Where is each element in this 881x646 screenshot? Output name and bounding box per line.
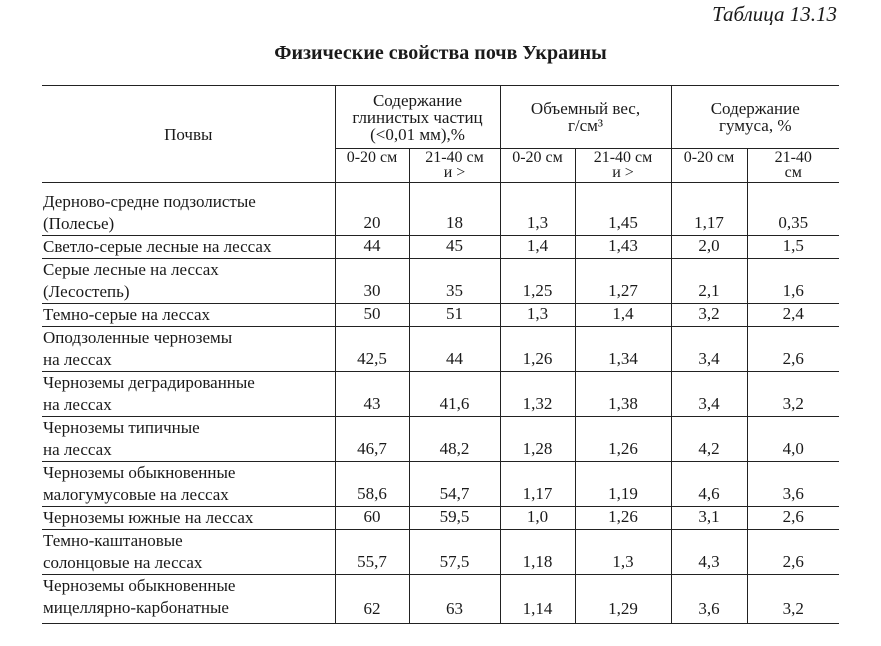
- soil-name: Серые лесные на лессах (Лесостепь): [43, 260, 219, 301]
- table-row: [42, 304, 839, 327]
- table-row: [42, 417, 839, 462]
- cell-clay-0-20: 42,5: [335, 327, 409, 372]
- cell-bulk-0-20: 1,3: [500, 304, 575, 327]
- header-humus-content: [671, 86, 839, 149]
- cell-bulk-21-40: 1,26: [575, 507, 671, 530]
- header-clay-content: [335, 86, 500, 149]
- cell-clay-21-40: 59,5: [409, 507, 500, 530]
- table-row: [42, 259, 839, 304]
- cell-bulk-0-20: 1,3: [500, 183, 575, 236]
- cell-humus-0-20: 2,1: [671, 259, 747, 304]
- cell-humus-21-40: 3,6: [747, 462, 839, 507]
- table-title: Физические свойства почв Украины: [274, 42, 607, 64]
- table-row: [42, 530, 839, 575]
- soil-name: Черноземы обыкновенные малогумусовые на лессах: [43, 463, 236, 504]
- table-row: [42, 462, 839, 507]
- cell-humus-0-20: 3,1: [671, 507, 747, 530]
- cell-humus-0-20: 4,6: [671, 462, 747, 507]
- cell-clay-21-40: 57,5: [409, 530, 500, 575]
- cell-humus-0-20: 1,17: [671, 183, 747, 236]
- header-bulk-depth-0-20: 0-20 см: [500, 149, 575, 183]
- cell-humus-21-40: 2,6: [747, 530, 839, 575]
- cell-humus-21-40: 2,6: [747, 327, 839, 372]
- cell-bulk-0-20: 1,26: [500, 327, 575, 372]
- cell-clay-0-20: 30: [335, 259, 409, 304]
- cell-humus-21-40: 0,35: [747, 183, 839, 236]
- cell-bulk-0-20: 1,18: [500, 530, 575, 575]
- cell-humus-0-20: 2,0: [671, 236, 747, 259]
- cell-humus-0-20: 3,4: [671, 372, 747, 417]
- header-bulk-depth-21-40: 21-40 см и >: [575, 149, 671, 183]
- cell-humus-21-40: 1,5: [747, 236, 839, 259]
- cell-clay-0-20: 62: [335, 575, 409, 624]
- header-humus-depth-21-40: 21-40 см: [747, 149, 839, 183]
- cell-clay-0-20: 55,7: [335, 530, 409, 575]
- table-number: Таблица 13.13: [712, 2, 837, 26]
- soil-name: Черноземы деградированные на лессах: [43, 373, 255, 414]
- soil-name: Черноземы типичные на лессах: [43, 418, 200, 459]
- cell-bulk-0-20: 1,28: [500, 417, 575, 462]
- cell-bulk-21-40: 1,3: [575, 530, 671, 575]
- header-clay-depth-21-40: 21-40 см и >: [409, 149, 500, 183]
- cell-clay-21-40: 51: [409, 304, 500, 327]
- cell-clay-0-20: 50: [335, 304, 409, 327]
- cell-bulk-0-20: 1,17: [500, 462, 575, 507]
- cell-clay-21-40: 63: [409, 575, 500, 624]
- cell-clay-21-40: 45: [409, 236, 500, 259]
- cell-clay-21-40: 35: [409, 259, 500, 304]
- table-row: [42, 372, 839, 417]
- table-row: [42, 575, 839, 624]
- cell-clay-0-20: 20: [335, 183, 409, 236]
- soil-name: Черноземы обыкновенные мицеллярно-карбонатные: [43, 576, 236, 617]
- header-bulk-label: Объемный вес, г/см³: [530, 99, 641, 135]
- cell-clay-0-20: 58,6: [335, 462, 409, 507]
- soil-name: Темно-серые на лессах: [43, 305, 211, 324]
- soil-name: Дерново-средне подзолистые (Полесье): [43, 192, 256, 233]
- soil-properties-table: [42, 85, 839, 624]
- cell-humus-21-40: 1,6: [747, 259, 839, 304]
- cell-bulk-21-40: 1,45: [575, 183, 671, 236]
- cell-clay-0-20: 43: [335, 372, 409, 417]
- header-humus-depth-0-20: 0-20 см: [671, 149, 747, 183]
- cell-humus-21-40: 3,2: [747, 372, 839, 417]
- cell-clay-0-20: 60: [335, 507, 409, 530]
- cell-bulk-21-40: 1,43: [575, 236, 671, 259]
- cell-bulk-0-20: 1,4: [500, 236, 575, 259]
- header-soils: Почвы: [42, 86, 335, 183]
- table-row: [42, 236, 839, 259]
- cell-bulk-21-40: 1,29: [575, 575, 671, 624]
- cell-clay-0-20: 46,7: [335, 417, 409, 462]
- soil-name: Светло-серые лесные на лессах: [43, 237, 272, 256]
- table-row: [42, 507, 839, 530]
- soil-name: Темно-каштановые солонцовые на лессах: [43, 531, 203, 572]
- cell-clay-0-20: 44: [335, 236, 409, 259]
- cell-humus-21-40: 3,2: [747, 575, 839, 624]
- cell-bulk-0-20: 1,25: [500, 259, 575, 304]
- cell-humus-0-20: 3,6: [671, 575, 747, 624]
- cell-humus-0-20: 3,4: [671, 327, 747, 372]
- cell-clay-21-40: 44: [409, 327, 500, 372]
- table-row: [42, 183, 839, 236]
- soil-name: Оподзоленные черноземы на лессах: [43, 328, 233, 369]
- cell-humus-21-40: 2,4: [747, 304, 839, 327]
- cell-humus-0-20: 3,2: [671, 304, 747, 327]
- header-humus-label: Содержание гумуса, %: [710, 99, 800, 135]
- header-bulk-density: [500, 86, 671, 149]
- cell-humus-21-40: 2,6: [747, 507, 839, 530]
- cell-humus-21-40: 4,0: [747, 417, 839, 462]
- cell-clay-21-40: 54,7: [409, 462, 500, 507]
- cell-clay-21-40: 48,2: [409, 417, 500, 462]
- cell-bulk-0-20: 1,14: [500, 575, 575, 624]
- table-row: [42, 327, 839, 372]
- cell-bulk-21-40: 1,27: [575, 259, 671, 304]
- soil-name: Черноземы южные на лессах: [43, 508, 254, 527]
- cell-clay-21-40: 41,6: [409, 372, 500, 417]
- cell-humus-0-20: 4,2: [671, 417, 747, 462]
- cell-bulk-21-40: 1,34: [575, 327, 671, 372]
- header-clay-label: Содержание глинистых частиц (<0,01 мм),%: [352, 90, 483, 144]
- cell-bulk-21-40: 1,26: [575, 417, 671, 462]
- cell-bulk-21-40: 1,38: [575, 372, 671, 417]
- cell-humus-0-20: 4,3: [671, 530, 747, 575]
- cell-bulk-0-20: 1,32: [500, 372, 575, 417]
- cell-clay-21-40: 18: [409, 183, 500, 236]
- header-clay-depth-0-20: 0-20 см: [335, 149, 409, 183]
- cell-bulk-21-40: 1,4: [575, 304, 671, 327]
- cell-bulk-0-20: 1,0: [500, 507, 575, 530]
- cell-bulk-21-40: 1,19: [575, 462, 671, 507]
